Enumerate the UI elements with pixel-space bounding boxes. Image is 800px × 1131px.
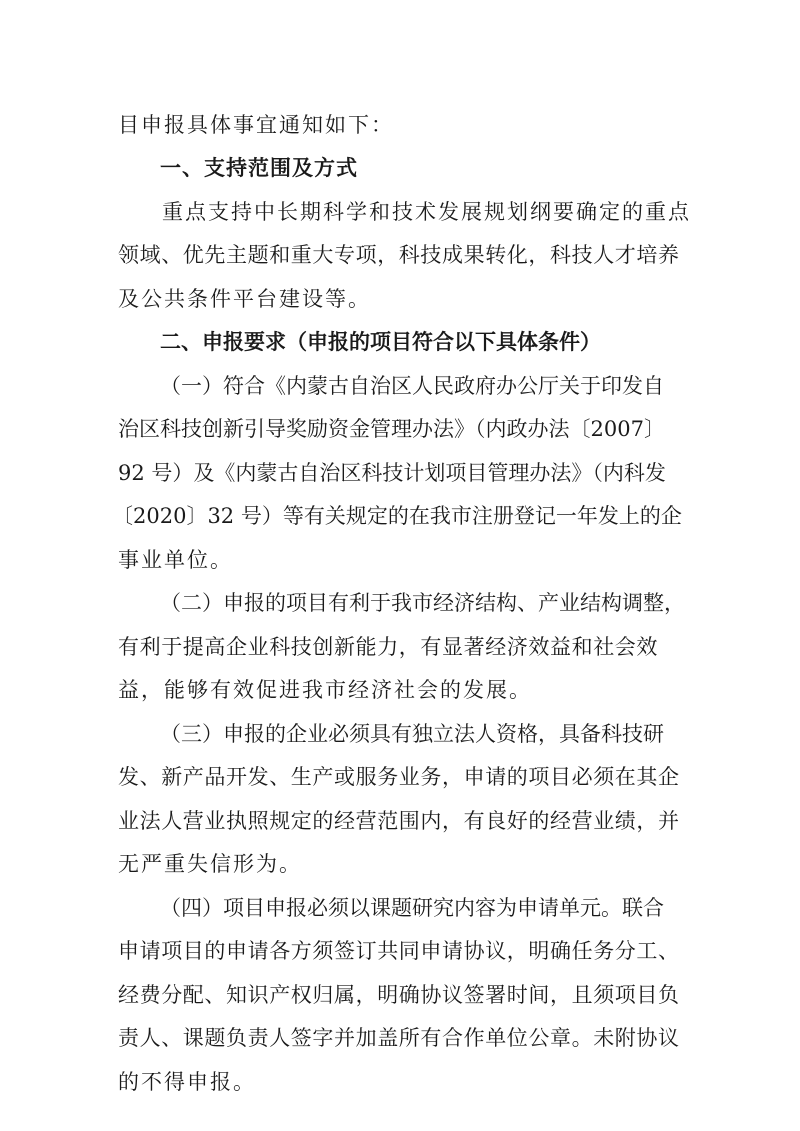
text-line-content: 责人、课题负责人签字并加盖所有合作单位公章。未附协议 [118,1026,680,1050]
text-line-content: 〔2020〕32 号）等有关规定的在我市注册登记一年发上的企 [112,504,682,528]
text-line-content: 治区科技创新引导奖励资金管理办法》（内政办法〔2007〕 [118,417,665,441]
section-heading-1-text: 一、支持范围及方式 [160,156,358,180]
text-line-content: （一）符合《内蒙古自治区人民政府办公厅关于印发自 [160,374,664,398]
text-line-content: 益，能够有效促进我市经济社会的发展。 [118,678,532,702]
text-line-content: 92 号）及《内蒙古自治区科技计划项目管理办法》（内科发 [118,461,666,485]
text-line-content: 经费分配、知识产权归属，明确协议签署时间，且须项目负 [118,983,680,1007]
text-line-content: 业法人营业执照规定的经营范围内，有良好的经营业绩，并 [118,809,680,833]
text-line-content: 重点支持中长期科学和技术发展规划纲要确定的重点 [162,200,691,224]
text-line-content: 发、新产品开发、生产或服务业务，申请的项目必须在其企 [118,765,680,789]
text-line-content: 的不得申报。 [118,1070,256,1094]
text-line-content: 申请项目的申请各方须签订共同申请协议，明确任务分工、 [118,939,680,963]
text-line-content: 领域、优先主题和重大专项，科技成果转化，科技人才培养 [118,243,680,267]
text-line-content: 无严重失信形为。 [118,852,302,876]
text-line-content: 目申报具体事宜通知如下： [118,113,394,137]
section-heading-2-text: 二、申报要求（申报的项目符合以下具体条件） [160,330,601,354]
text-line-content: （三）申报的企业必须具有独立法人资格，具备科技研 [160,722,664,746]
text-line-content: 及公共条件平台建设等。 [118,287,371,311]
text-line-content: 有利于提高企业科技创新能力，有显著经济效益和社会效 [118,635,658,659]
text-line-content: （二）申报的项目有利于我市经济结构、产业结构调整， [160,591,685,615]
text-line-content: （四）项目申报必须以课题研究内容为申请单元。联合 [160,896,664,920]
text-line-content: 事业单位。 [118,548,233,572]
